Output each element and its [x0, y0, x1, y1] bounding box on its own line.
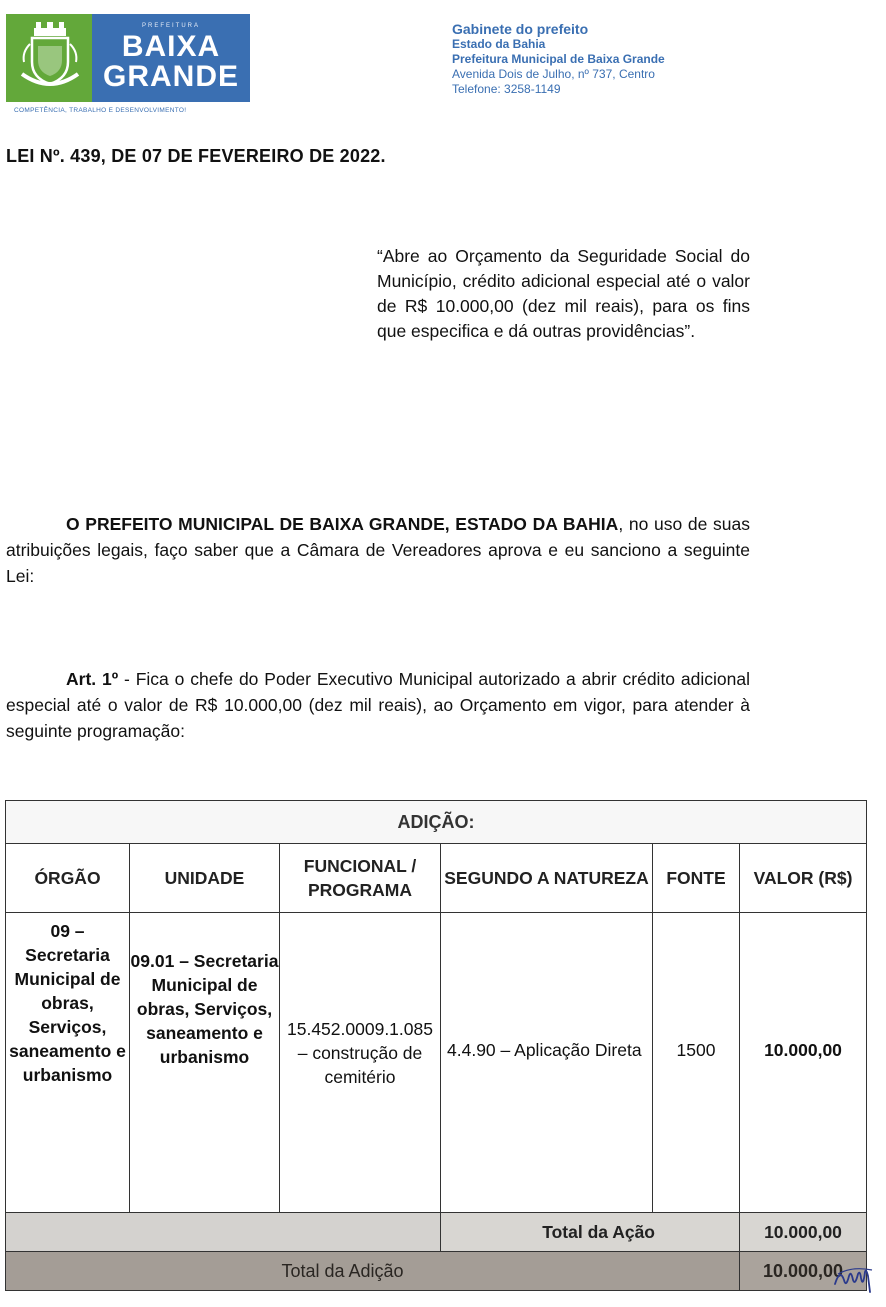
article-1	[6, 666, 750, 744]
handwritten-signature-icon	[832, 1262, 874, 1296]
col-header-orgao: ÓRGÃO	[6, 844, 130, 913]
col-header-fonte: FONTE	[653, 844, 740, 913]
total-adicao-label: Total da Adição	[6, 1252, 740, 1291]
cell-orgao: 09 – Secretaria Municipal de obras, Serviços, saneamento e urbanismo	[6, 913, 130, 1213]
cell-unidade: 09.01 – Secretaria Municipal de obras, Serviços, saneamento e urbanismo	[130, 913, 280, 1213]
letterhead-municipality: Prefeitura Municipal de Baixa Grande	[452, 52, 665, 66]
total-acao-value: 10.000,00	[740, 1213, 867, 1252]
preamble-lead: O PREFEITO MUNICIPAL DE BAIXA GRANDE, ESTADO DA BAHIA	[66, 514, 619, 534]
total-acao-label: Total da Ação	[441, 1213, 740, 1252]
total-acao-row	[6, 1213, 867, 1252]
law-ementa: “Abre ao Orçamento da Seguridade Social do Município, crédito adicional especial até o valor de R$ 10.000,00 (dez mil reais), para os fins que especifica e dá outras providências”.	[377, 246, 750, 341]
col-header-valor: VALOR (R$)	[740, 844, 867, 913]
col-header-unidade: UNIDADE	[130, 844, 280, 913]
logo-prefix: PREFEITURA	[141, 23, 200, 29]
municipal-logo	[6, 14, 256, 124]
table-header-row	[6, 844, 867, 913]
budget-addition-table	[5, 800, 867, 1291]
logo-line-2: GRANDE	[102, 60, 239, 93]
total-acao-spacer	[6, 1213, 441, 1252]
letterhead-office: Gabinete do prefeito	[452, 21, 589, 37]
cell-fonte: 1500	[653, 913, 740, 1213]
logo-crest-panel	[6, 14, 92, 102]
letterhead-phone: Telefone: 3258-1149	[452, 82, 561, 96]
logo-tagline: COMPETÊNCIA, TRABALHO E DESENVOLVIMENTO!	[14, 107, 187, 114]
logo-line-1: BAIXA	[121, 30, 221, 63]
table-row	[6, 913, 867, 1213]
col-header-natureza: SEGUNDO A NATUREZA	[441, 844, 653, 913]
cell-funcional: 15.452.0009.1.085 – construção de cemitério	[280, 913, 441, 1213]
law-title: LEI Nº. 439, DE 07 DE FEVEREIRO DE 2022.	[6, 146, 386, 166]
law-preamble	[6, 511, 750, 589]
cell-valor: 10.000,00	[740, 913, 867, 1213]
total-adicao-value: 10.000,00	[740, 1252, 867, 1291]
preamble-text: , no uso de suas atribuições legais, faço saber que a Câmara de Vereadores aprova e eu sanciono a seguinte Lei:	[6, 514, 750, 586]
letterhead-address: Avenida Dois de Julho, nº 737, Centro	[452, 67, 655, 81]
article-1-text: - Fica o chefe do Poder Executivo Municipal autorizado a abrir crédito adicional especial até o valor de R$ 10.000,00 (dez mil reais), ao Orçamento em vigor, para atender à seguinte programação:	[6, 669, 750, 741]
col-header-funcional: FUNCIONAL / PROGRAMA	[280, 844, 441, 913]
letterhead-state: Estado da Bahia	[452, 37, 546, 51]
logo-wordmark	[92, 14, 250, 102]
total-adicao-row	[6, 1252, 867, 1291]
article-1-label: Art. 1º	[66, 669, 119, 689]
letterhead	[452, 22, 872, 97]
cell-natureza: 4.4.90 – Aplicação Direta	[441, 913, 653, 1213]
table-title: ADIÇÃO:	[6, 801, 867, 844]
municipal-crest-icon	[20, 22, 80, 96]
